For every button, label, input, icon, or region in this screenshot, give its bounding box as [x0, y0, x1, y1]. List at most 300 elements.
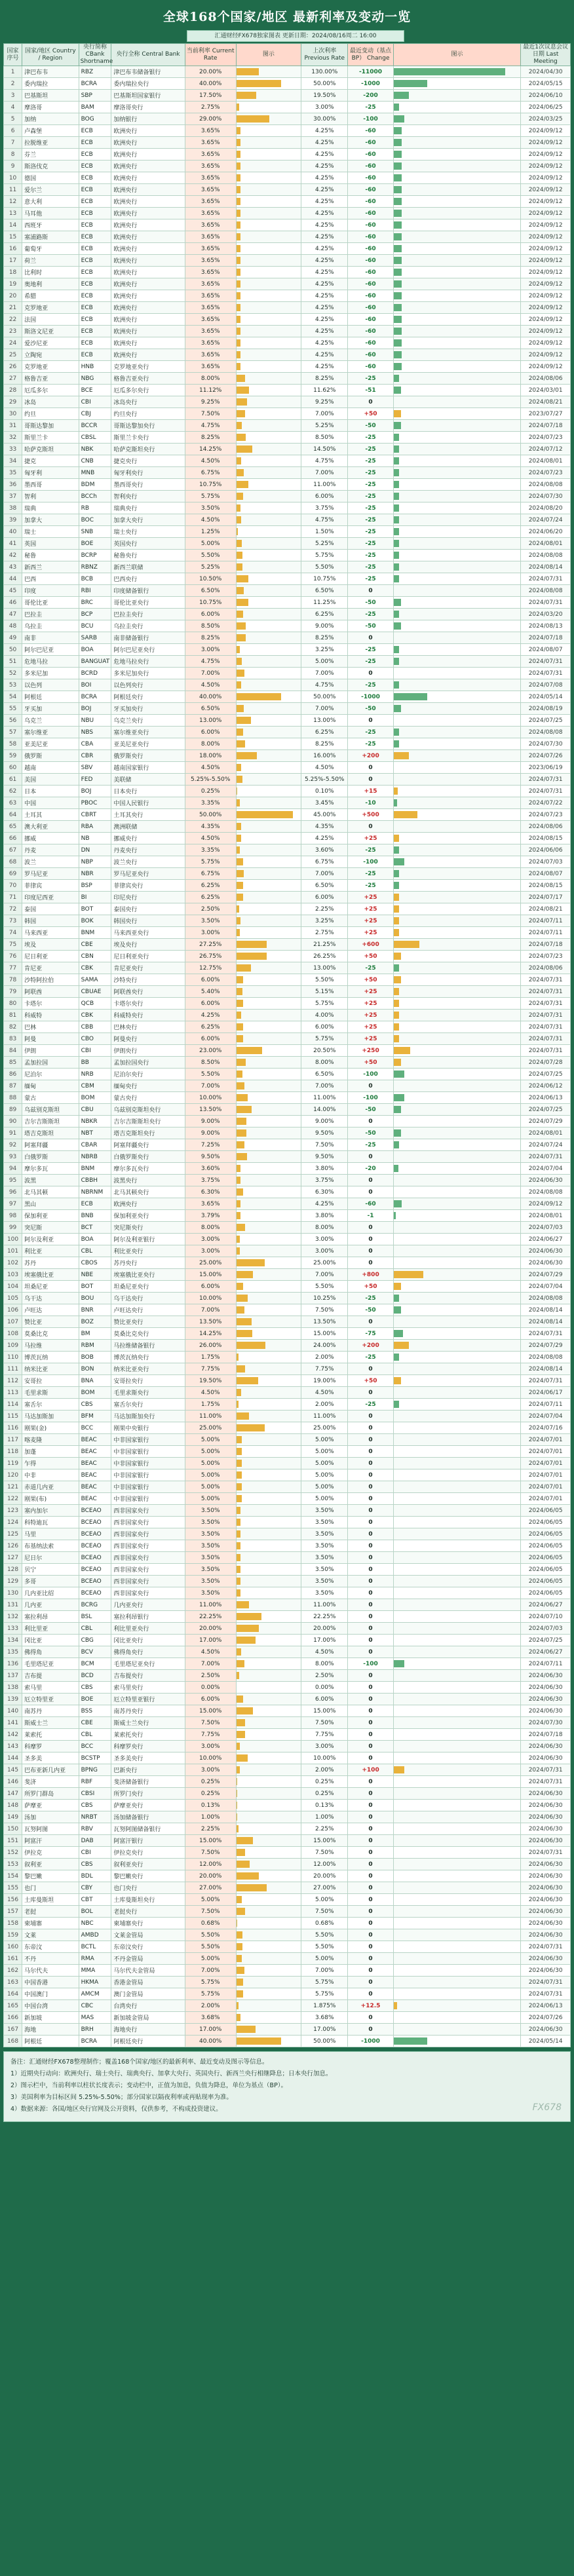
- row-number: 36: [4, 479, 22, 491]
- change-bar-cell: [393, 1222, 521, 1234]
- rate-bar-cell: [236, 738, 301, 750]
- change-bar-cell: [393, 573, 521, 585]
- row-number: 110: [4, 1352, 22, 1363]
- rate-bar: [237, 233, 240, 240]
- last-meeting-date: 2024/07/31: [521, 774, 571, 786]
- change-bar-cell: [393, 561, 521, 573]
- change-bar: [394, 363, 402, 370]
- bank-name: 中非国家银行: [111, 1458, 185, 1469]
- previous-rate: 8.25%: [301, 738, 348, 750]
- change-bar-cell: [393, 349, 521, 361]
- change-bar: [394, 280, 402, 288]
- change-bar-cell: [393, 1587, 521, 1599]
- current-rate: 25.00%: [185, 1257, 236, 1269]
- bank-abbr: ECB: [79, 1198, 111, 1210]
- rate-change: 0: [348, 1587, 393, 1599]
- change-bar-cell: [393, 385, 521, 396]
- rate-bar: [237, 2014, 240, 2021]
- bank-abbr: ECB: [79, 208, 111, 219]
- rate-bar-cell: [236, 821, 301, 833]
- current-rate: 5.50%: [185, 550, 236, 561]
- row-number: 89: [4, 1104, 22, 1116]
- bank-abbr: SARB: [79, 632, 111, 644]
- header-current: 当前利率 Current Rate: [185, 44, 236, 66]
- table-row: [4, 1092, 571, 1104]
- rate-change: -60: [348, 172, 393, 184]
- rate-bar: [237, 1719, 245, 1726]
- bank-abbr: ECB: [79, 290, 111, 302]
- change-bar-cell: [393, 915, 521, 927]
- rate-change: -50: [348, 620, 393, 632]
- rate-bar: [237, 410, 245, 417]
- rate-bar: [237, 1990, 243, 1998]
- table-row: [4, 113, 571, 125]
- bank-abbr: MAS: [79, 2012, 111, 2024]
- country-name: 冈比亚: [22, 1635, 79, 1646]
- bank-abbr: NBC: [79, 1918, 111, 1929]
- last-meeting-date: 2024/08/15: [521, 833, 571, 844]
- previous-rate: 130.00%: [301, 66, 348, 78]
- current-rate: 3.00%: [185, 1764, 236, 1776]
- table-row: [4, 1764, 571, 1776]
- header-num: 国家序号: [4, 44, 22, 66]
- bank-abbr: HKMA: [79, 1977, 111, 1988]
- bank-name: 巴林央行: [111, 1021, 185, 1033]
- table-row: [4, 1422, 571, 1434]
- rate-bar-cell: [236, 1163, 301, 1175]
- rate-bar-cell: [236, 1646, 301, 1658]
- previous-rate: 4.25%: [301, 125, 348, 137]
- change-bar: [394, 328, 402, 335]
- rate-bar-cell: [236, 1635, 301, 1646]
- change-bar-cell: [393, 1505, 521, 1517]
- row-number: 156: [4, 1894, 22, 1906]
- last-meeting-date: 2024/08/08: [521, 727, 571, 738]
- change-bar-cell: [393, 1517, 521, 1528]
- previous-rate: 5.25%-5.50%: [301, 774, 348, 786]
- rate-change: -60: [348, 125, 393, 137]
- previous-rate: 7.50%: [301, 1304, 348, 1316]
- country-name: 尼泊尔: [22, 1069, 79, 1080]
- bank-name: 日本央行: [111, 786, 185, 797]
- last-meeting-date: 2024/06/05: [521, 1540, 571, 1552]
- last-meeting-date: 2024/07/11: [521, 1399, 571, 1411]
- rate-bar-cell: [236, 1198, 301, 1210]
- table-row: [4, 1010, 571, 1021]
- table-row: [4, 809, 571, 821]
- rate-bar: [237, 552, 242, 559]
- bank-name: 欧洲央行: [111, 267, 185, 278]
- rate-change: -1000: [348, 78, 393, 90]
- table-row: [4, 1635, 571, 1646]
- row-number: 138: [4, 1682, 22, 1694]
- table-row: [4, 396, 571, 408]
- previous-rate: 1.875%: [301, 2000, 348, 2012]
- bank-abbr: ECB: [79, 243, 111, 255]
- rate-change: -100: [348, 1092, 393, 1104]
- rate-change: 0: [348, 1316, 393, 1328]
- rate-change: -60: [348, 149, 393, 161]
- change-bar-cell: [393, 1127, 521, 1139]
- header-prev: 上次利率 Previous Rate: [301, 44, 348, 66]
- bank-abbr: BANGUAT: [79, 656, 111, 668]
- current-rate: 20.00%: [185, 66, 236, 78]
- rate-bar: [237, 174, 240, 181]
- previous-rate: 4.25%: [301, 302, 348, 314]
- previous-rate: 3.50%: [301, 1564, 348, 1576]
- last-meeting-date: 2024/06/30: [521, 1800, 571, 1811]
- rate-bar-cell: [236, 1458, 301, 1469]
- row-number: 74: [4, 927, 22, 939]
- country-name: 科威特: [22, 1010, 79, 1021]
- rate-bar: [237, 1471, 242, 1479]
- row-number: 83: [4, 1033, 22, 1045]
- rate-change: +25: [348, 986, 393, 998]
- change-bar: [394, 469, 399, 476]
- bank-name: 摩尔多瓦央行: [111, 1163, 185, 1175]
- table-row: [4, 1788, 571, 1800]
- rate-change: 0: [348, 1965, 393, 1977]
- change-bar-cell: [393, 161, 521, 172]
- bank-name: 波黑央行: [111, 1175, 185, 1186]
- rate-bar-cell: [236, 1257, 301, 1269]
- country-name: 罗马尼亚: [22, 868, 79, 880]
- country-name: 克罗地亚: [22, 361, 79, 373]
- previous-rate: 4.25%: [301, 337, 348, 349]
- rate-bar-cell: [236, 184, 301, 196]
- change-bar-cell: [393, 1080, 521, 1092]
- previous-rate: 6.30%: [301, 1186, 348, 1198]
- bank-abbr: CBA: [79, 738, 111, 750]
- change-bar: [394, 658, 399, 665]
- row-number: 48: [4, 620, 22, 632]
- rate-bar-cell: [236, 1847, 301, 1859]
- previous-rate: 5.75%: [301, 1988, 348, 2000]
- current-rate: 29.00%: [185, 113, 236, 125]
- row-number: 38: [4, 502, 22, 514]
- rate-change: -50: [348, 1304, 393, 1316]
- table-row: [4, 1127, 571, 1139]
- current-rate: 6.00%: [185, 974, 236, 986]
- change-bar: [394, 80, 427, 87]
- previous-rate: 19.00%: [301, 1375, 348, 1387]
- rate-bar: [237, 1813, 238, 1821]
- bank-abbr: ECB: [79, 326, 111, 337]
- rate-bar: [237, 1955, 242, 1962]
- rate-change: -60: [348, 302, 393, 314]
- bank-name: 西非国家央行: [111, 1517, 185, 1528]
- bank-name: 英国央行: [111, 538, 185, 550]
- rate-bar-cell: [236, 1552, 301, 1564]
- last-meeting-date: 2024/07/04: [521, 1163, 571, 1175]
- change-bar: [394, 787, 398, 795]
- bank-name: 瑞典央行: [111, 502, 185, 514]
- rate-bar: [237, 387, 249, 394]
- last-meeting-date: 2024/06/30: [521, 1705, 571, 1717]
- rate-change: -25: [348, 880, 393, 892]
- rate-bar-cell: [236, 1906, 301, 1918]
- previous-rate: 3.50%: [301, 1552, 348, 1564]
- rate-bar-cell: [236, 668, 301, 679]
- rate-bar-cell: [236, 408, 301, 420]
- change-bar: [394, 198, 402, 205]
- bank-name: 南苏丹央行: [111, 1705, 185, 1717]
- rate-bar: [237, 1200, 240, 1207]
- country-name: 乍得: [22, 1458, 79, 1469]
- row-number: 108: [4, 1328, 22, 1340]
- bank-abbr: BCV: [79, 1646, 111, 1658]
- rate-change: 0: [348, 1694, 393, 1705]
- last-meeting-date: 2024/07/31: [521, 1045, 571, 1057]
- rate-bar-cell: [236, 455, 301, 467]
- change-bar-cell: [393, 1894, 521, 1906]
- row-number: 57: [4, 727, 22, 738]
- last-meeting-date: 2024/08/08: [521, 1293, 571, 1304]
- country-name: 厄瓜多尔: [22, 385, 79, 396]
- bank-abbr: ECB: [79, 196, 111, 208]
- bank-name: 文莱金管局: [111, 1929, 185, 1941]
- row-number: 164: [4, 1988, 22, 2000]
- previous-rate: 10.25%: [301, 1293, 348, 1304]
- table-row: [4, 1552, 571, 1564]
- bank-name: 柬埔寨央行: [111, 1918, 185, 1929]
- last-meeting-date: 2024/07/16: [521, 1422, 571, 1434]
- previous-rate: 6.75%: [301, 856, 348, 868]
- change-bar-cell: [393, 1658, 521, 1670]
- row-number: 88: [4, 1092, 22, 1104]
- previous-rate: 3.80%: [301, 1210, 348, 1222]
- rate-change: 0: [348, 396, 393, 408]
- change-bar: [394, 799, 397, 806]
- previous-rate: 4.75%: [301, 455, 348, 467]
- change-bar-cell: [393, 432, 521, 444]
- country-name: 中国: [22, 797, 79, 809]
- rate-change: -100: [348, 113, 393, 125]
- rate-change: -60: [348, 314, 393, 326]
- last-meeting-date: 2024/08/13: [521, 620, 571, 632]
- change-bar-cell: [393, 1210, 521, 1222]
- row-number: 144: [4, 1752, 22, 1764]
- bank-name: 欧洲央行: [111, 278, 185, 290]
- previous-rate: 3.75%: [301, 502, 348, 514]
- rate-change: -25: [348, 1399, 393, 1411]
- previous-rate: 9.50%: [301, 1151, 348, 1163]
- row-number: 53: [4, 679, 22, 691]
- previous-rate: 7.00%: [301, 1965, 348, 1977]
- current-rate: 11.12%: [185, 385, 236, 396]
- last-meeting-date: 2024/07/12: [521, 444, 571, 455]
- last-meeting-date: 2024/07/25: [521, 1104, 571, 1116]
- country-name: 贝宁: [22, 1564, 79, 1576]
- rate-bar-cell: [236, 1021, 301, 1033]
- change-bar-cell: [393, 502, 521, 514]
- header-country: 国家/地区 Country / Region: [22, 44, 79, 66]
- rate-bar: [237, 1224, 246, 1231]
- bank-name: 中非国家银行: [111, 1434, 185, 1446]
- row-number: 113: [4, 1387, 22, 1399]
- bank-abbr: BDM: [79, 479, 111, 491]
- country-name: 巴布亚新几内亚: [22, 1764, 79, 1776]
- row-number: 41: [4, 538, 22, 550]
- rate-bar: [237, 198, 240, 205]
- row-number: 28: [4, 385, 22, 396]
- change-bar: [394, 92, 409, 99]
- bank-abbr: BOJ: [79, 786, 111, 797]
- rate-bar-cell: [236, 1127, 301, 1139]
- bank-abbr: BOM: [79, 1092, 111, 1104]
- table-row: [4, 90, 571, 102]
- change-bar-cell: [393, 526, 521, 538]
- current-rate: 3.65%: [185, 243, 236, 255]
- rate-bar-cell: [236, 892, 301, 903]
- previous-rate: 0.25%: [301, 1776, 348, 1788]
- rate-change: 0: [348, 1882, 393, 1894]
- rate-bar-cell: [236, 1540, 301, 1552]
- previous-rate: 4.25%: [301, 349, 348, 361]
- change-bar-cell: [393, 1870, 521, 1882]
- bank-abbr: CBL: [79, 1245, 111, 1257]
- table-row: [4, 939, 571, 951]
- country-name: 汤加: [22, 1811, 79, 1823]
- bank-abbr: DAB: [79, 1835, 111, 1847]
- row-number: 63: [4, 797, 22, 809]
- rate-bar: [237, 1165, 240, 1172]
- last-meeting-date: 2024/08/08: [521, 585, 571, 597]
- rate-bar: [237, 964, 251, 972]
- rate-bar-cell: [236, 1682, 301, 1694]
- table-row: [4, 1658, 571, 1670]
- country-name: 赞比亚: [22, 1316, 79, 1328]
- rate-bar-cell: [236, 1800, 301, 1811]
- rate-change: 0: [348, 1116, 393, 1127]
- country-name: 吉布提: [22, 1670, 79, 1682]
- bank-abbr: NRBT: [79, 1811, 111, 1823]
- change-bar-cell: [393, 585, 521, 597]
- current-rate: 9.00%: [185, 1127, 236, 1139]
- bank-abbr: CBL: [79, 1623, 111, 1635]
- current-rate: 15.00%: [185, 1705, 236, 1717]
- last-meeting-date: 2024/07/01: [521, 1458, 571, 1469]
- change-bar-cell: [393, 1163, 521, 1175]
- bank-abbr: CBSI: [79, 1788, 111, 1800]
- row-number: 125: [4, 1528, 22, 1540]
- table-row: [4, 1069, 571, 1080]
- rate-bar-cell: [236, 1823, 301, 1835]
- bank-abbr: BOE: [79, 1694, 111, 1705]
- rate-bar-cell: [236, 927, 301, 939]
- change-bar-cell: [393, 856, 521, 868]
- rate-bar: [237, 1377, 259, 1384]
- bank-abbr: CBN: [79, 951, 111, 962]
- row-number: 94: [4, 1163, 22, 1175]
- country-name: 博茨瓦纳: [22, 1352, 79, 1363]
- previous-rate: 4.50%: [301, 1387, 348, 1399]
- bank-abbr: BCEAO: [79, 1517, 111, 1528]
- rate-change: -25: [348, 479, 393, 491]
- row-number: 70: [4, 880, 22, 892]
- current-rate: 6.75%: [185, 868, 236, 880]
- change-bar-cell: [393, 1399, 521, 1411]
- bank-abbr: BCP: [79, 609, 111, 620]
- change-bar-cell: [393, 78, 521, 90]
- rate-bar-cell: [236, 691, 301, 703]
- rate-bar: [237, 563, 242, 571]
- rate-bar: [237, 292, 240, 299]
- bank-name: 博茨瓦纳央行: [111, 1352, 185, 1363]
- country-name: 荷兰: [22, 255, 79, 267]
- change-bar-cell: [393, 1623, 521, 1635]
- bank-name: 利比亚央行: [111, 1245, 185, 1257]
- change-bar: [394, 917, 399, 924]
- rate-change: +25: [348, 927, 393, 939]
- previous-rate: 4.25%: [301, 833, 348, 844]
- row-number: 18: [4, 267, 22, 278]
- change-bar: [394, 351, 402, 358]
- row-number: 9: [4, 161, 22, 172]
- change-bar: [394, 127, 402, 134]
- table-row: [4, 1870, 571, 1882]
- rate-bar-cell: [236, 833, 301, 844]
- change-bar-cell: [393, 1151, 521, 1163]
- rate-change: -25: [348, 373, 393, 385]
- change-bar-cell: [393, 1646, 521, 1658]
- rate-change: -25: [348, 502, 393, 514]
- current-rate: 4.35%: [185, 821, 236, 833]
- table-row: [4, 1682, 571, 1694]
- current-rate: 3.65%: [185, 208, 236, 219]
- bank-name: 几内亚央行: [111, 1599, 185, 1611]
- rate-bar: [237, 1023, 244, 1031]
- country-name: 南非: [22, 632, 79, 644]
- rate-bar-cell: [236, 1304, 301, 1316]
- rate-change: 0: [348, 1576, 393, 1587]
- rate-bar: [237, 1601, 249, 1608]
- rate-change: -25: [348, 962, 393, 974]
- current-rate: 3.50%: [185, 1505, 236, 1517]
- previous-rate: 5.00%: [301, 656, 348, 668]
- row-number: 122: [4, 1493, 22, 1505]
- bank-name: 马拉维储备银行: [111, 1340, 185, 1352]
- bank-name: 巴基斯坦国家银行: [111, 90, 185, 102]
- bank-abbr: BPNG: [79, 1764, 111, 1776]
- change-bar-cell: [393, 1611, 521, 1623]
- rate-bar-cell: [236, 196, 301, 208]
- rate-change: -10: [348, 797, 393, 809]
- current-rate: 5.00%: [185, 1953, 236, 1965]
- bank-name: 斯里兰卡央行: [111, 432, 185, 444]
- current-rate: 15.00%: [185, 1835, 236, 1847]
- bank-name: 毛里求斯央行: [111, 1387, 185, 1399]
- last-meeting-date: 2024/07/23: [521, 809, 571, 821]
- table-row: [4, 1269, 571, 1281]
- bank-name: 利比里亚央行: [111, 1623, 185, 1635]
- row-number: 141: [4, 1717, 22, 1729]
- country-name: 印度尼西亚: [22, 892, 79, 903]
- table-row: [4, 2036, 571, 2047]
- previous-rate: 45.00%: [301, 809, 348, 821]
- bank-abbr: PBOC: [79, 797, 111, 809]
- previous-rate: 4.25%: [301, 137, 348, 149]
- current-rate: 7.00%: [185, 1080, 236, 1092]
- change-bar-cell: [393, 1552, 521, 1564]
- last-meeting-date: 2024/08/06: [521, 373, 571, 385]
- rate-bar: [237, 1012, 241, 1019]
- bank-name: 罗马尼亚央行: [111, 868, 185, 880]
- row-number: 123: [4, 1505, 22, 1517]
- change-bar-cell: [393, 1021, 521, 1033]
- last-meeting-date: 2024/07/31: [521, 986, 571, 998]
- previous-rate: 5.75%: [301, 1977, 348, 1988]
